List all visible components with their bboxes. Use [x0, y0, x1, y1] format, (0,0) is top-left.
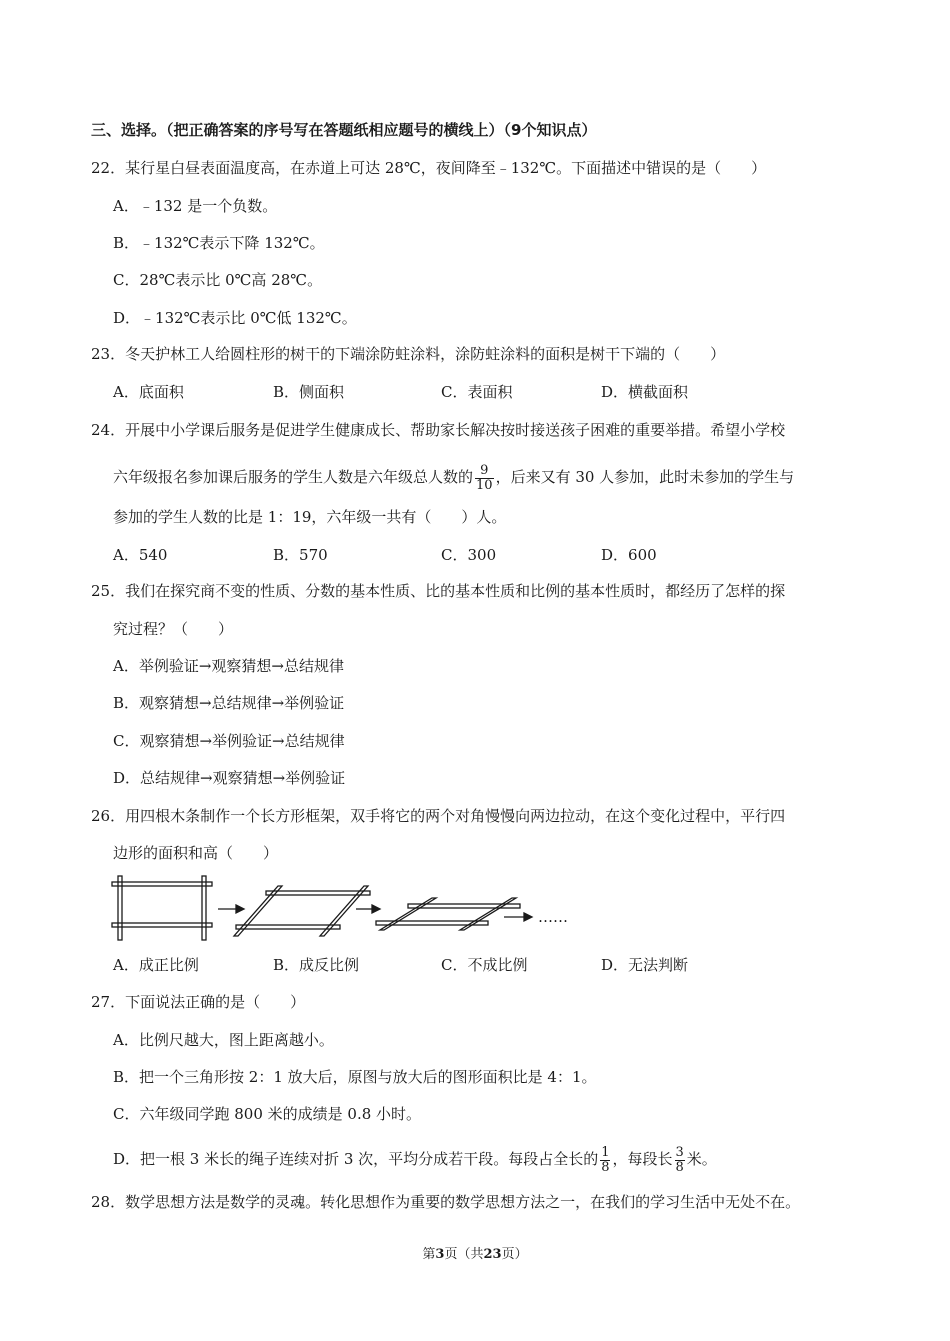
q27-option-b: B．把一个三角形按 2：1 放大后，原图与放大后的图形面积比是 4：1。 [113, 1068, 597, 1086]
para1-right-bar [320, 886, 368, 936]
q24-option-d: D．600 [601, 546, 657, 564]
q27-optd-part-a: D．把一根 3 米长的绳子连续对折 3 次，平均分成若干段。每段占全长的 [113, 1150, 599, 1168]
arrow-2-head [372, 905, 380, 913]
q27-fraction-1-denominator: 8 [601, 1159, 610, 1175]
q23-option-b: B．侧面积 [273, 383, 345, 401]
rect-frame-bottom-bar [112, 923, 212, 927]
q24-option-b: B．570 [273, 546, 328, 564]
q24-fraction [475, 464, 494, 493]
q26-option-b: B．成反比例 [273, 956, 360, 974]
q22-option-a: A．﹣132 是一个负数。 [113, 197, 278, 215]
q27-option-c: C．六年级同学跑 800 米的成绩是 0.8 小时。 [113, 1105, 422, 1123]
question-28-stem: 28．数学思想方法是数学的灵魂。转化思想作为重要的数学思想方法之一，在我们的学习生活中无处不在。 [91, 1193, 801, 1211]
q26-option-d: D．无法判断 [601, 956, 689, 974]
footer-page-number: 3 [435, 1247, 445, 1262]
q26-option-c: C．不成比例 [441, 956, 528, 974]
q27-fraction-2 [675, 1146, 685, 1175]
frame-deformation-diagram [108, 872, 608, 944]
question-24-stem-line2 [113, 463, 794, 493]
footer-post: 页） [501, 1247, 528, 1262]
q26-option-a: A．成正比例 [113, 956, 199, 974]
footer-pre: 第 [422, 1247, 436, 1262]
q27-optd-part-c: 米。 [686, 1150, 717, 1168]
question-27-stem: 27．下面说法正确的是（ ） [91, 993, 306, 1011]
q24-option-c: C．300 [441, 546, 497, 564]
rect-frame-top-bar [112, 882, 212, 886]
q22-option-b: B．﹣132℃表示下降 132℃。 [113, 234, 325, 252]
q22-option-d: D．﹣132℃表示比 0℃低 132℃。 [113, 309, 357, 327]
footer-mid: 页（共 [444, 1247, 484, 1262]
question-26-stem-line2: 边形的面积和高（ ） [113, 844, 279, 862]
q25-option-a: A．举例验证→观察猜想→总结规律 [113, 657, 344, 675]
q24-fraction-numerator: 9 [475, 464, 494, 479]
arrow-3-head [524, 913, 532, 921]
q25-option-c: C．观察猜想→举例验证→总结规律 [113, 732, 345, 750]
q27-optd-part-b: ，每段长 [612, 1150, 673, 1168]
section-title: 三、选择。（把正确答案的序号写在答题纸相应题号的横线上）（9个知识点） [91, 121, 597, 139]
q23-option-d: D．横截面积 [601, 383, 689, 401]
q25-option-d: D．总结规律→观察猜想→举例验证 [113, 769, 346, 787]
q27-fraction-1 [600, 1146, 610, 1175]
question-23-stem: 23．冬天护林工人给圆柱形的树干的下端涂防蛀涂料，涂防蛀涂料的面积是树干下端的（ ） [91, 345, 726, 363]
question-24-stem-line3: 参加的学生人数的比是 1：19，六年级一共有（ ）人。 [113, 508, 507, 526]
question-25-stem-line1: 25．我们在探究商不变的性质、分数的基本性质、比的基本性质和比例的基本性质时，都经历了怎样的探 [91, 582, 786, 600]
q27-fraction-2-denominator: 8 [675, 1159, 684, 1175]
arrow-1-head [236, 905, 244, 913]
q24-stem-part-a: 六年级报名参加课后服务的学生人数是六年级总人数的 [113, 468, 474, 486]
q27-fraction-1-numerator: 1 [601, 1144, 610, 1160]
para1-bottom-bar [236, 925, 340, 929]
question-26-stem-line1: 26．用四根木条制作一个长方形框架，双手将它的两个对角慢慢向两边拉动，在这个变化过程中，平行四 [91, 807, 786, 825]
q24-stem-part-b: ，后来又有 30 人参加，此时未参加的学生与 [495, 468, 795, 486]
diagram-ellipsis: …… [538, 908, 568, 926]
q23-option-c: C．表面积 [441, 383, 513, 401]
question-24-stem-line1: 24．开展中小学课后服务是促进学生健康成长、帮助家长解决按时接送孩子困难的重要举措。希望小学校 [91, 421, 786, 439]
page-footer [0, 1243, 950, 1262]
q23-option-a: A．底面积 [113, 383, 184, 401]
q27-option-a: A．比例尺越大，图上距离越小。 [113, 1031, 334, 1049]
q24-fraction-denominator: 10 [476, 477, 493, 493]
para1-top-bar [266, 891, 370, 895]
question-22-stem: 22．某行星白昼表面温度高，在赤道上可达 28℃，夜间降至﹣132℃。下面描述中错误的是（ ） [91, 159, 767, 177]
q25-option-b: B．观察猜想→总结规律→举例验证 [113, 694, 345, 712]
footer-total-pages: 23 [483, 1247, 502, 1262]
q22-option-c: C．28℃表示比 0℃高 28℃。 [113, 271, 323, 289]
q27-fraction-2-numerator: 3 [675, 1144, 684, 1160]
q27-option-d [113, 1145, 717, 1175]
question-25-stem-line2: 究过程？（ ） [113, 620, 234, 638]
q24-option-a: A．540 [113, 546, 168, 564]
